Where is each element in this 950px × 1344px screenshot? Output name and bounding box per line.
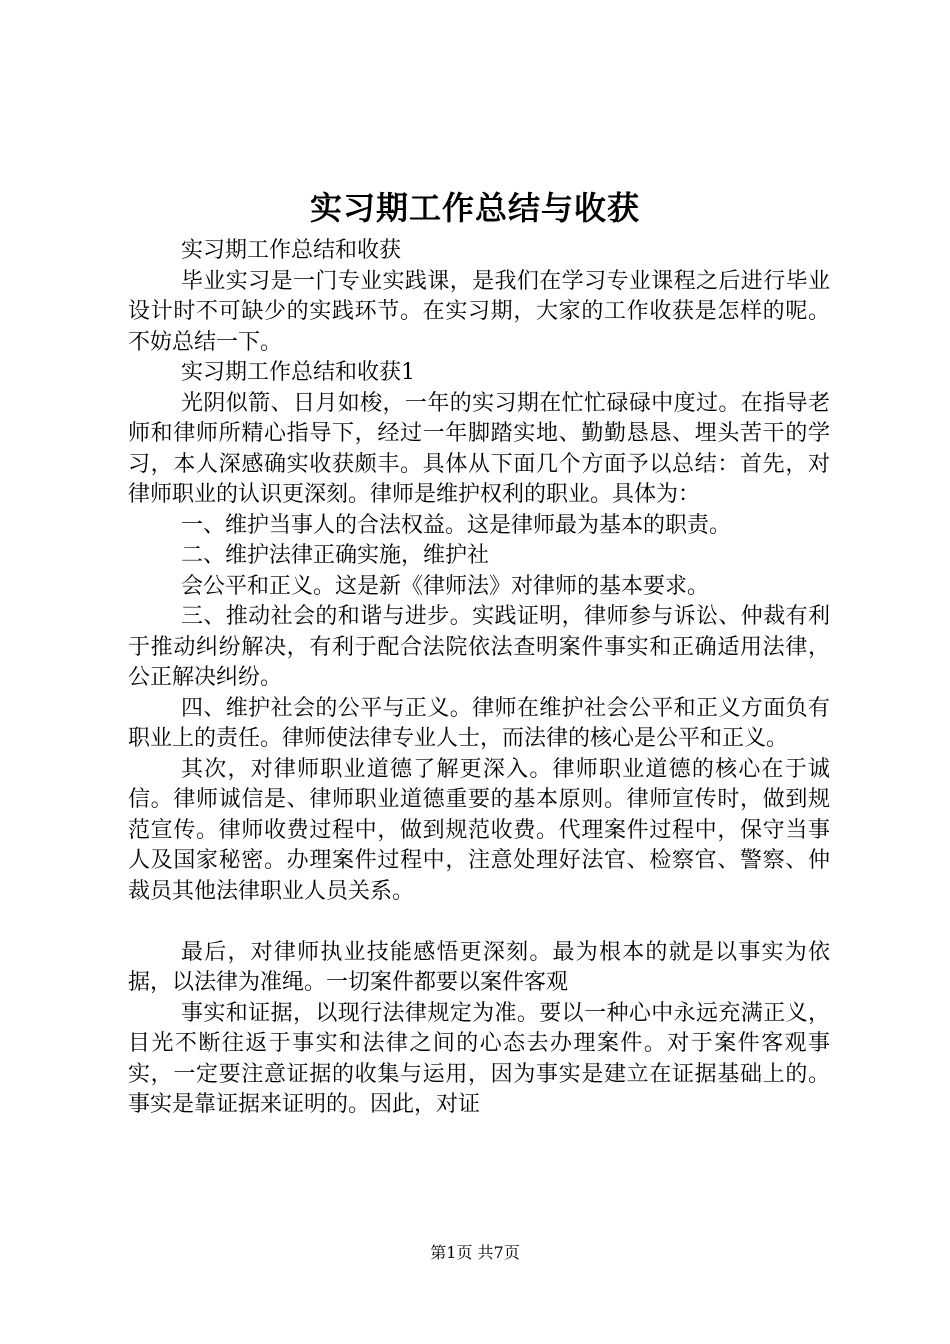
- paragraph-facts: 事实和证据，以现行法律规定为准。要以一种心中永远充满正义，目光不断往返于事实和法律之间的心态去办理案件。对于案件客观事实，一定要注意证据的收集与运用，因为事实是建立在证据基础上的。事实是靠证据来证明的。因此，对证: [128, 1000, 830, 1117]
- document-body: [128, 236, 830, 1121]
- paragraph-overview: 光阴似箭、日月如梭，一年的实习期在忙忙碌碌中度过。在指导老师和律师所精心指导下，经过一年脚踏实地、勤勤恳恳、埋头苦干的学习，本人深感确实收获颇丰。具体从下面几个方面予以总结：首先，对律师职业的认识更深刻。律师是维护权利的职业。具体为：: [128, 390, 830, 507]
- paragraph-point-2-cont: 会公平和正义。这是新《律师法》对律师的基本要求。: [181, 573, 710, 599]
- paragraph-subtitle: 实习期工作总结和收获: [181, 238, 402, 263]
- paragraph-intro: 毕业实习是一门专业实践课，是我们在学习专业课程之后进行毕业设计时不可缺少的实践环节。在实习期，大家的工作收获是怎样的呢。不妨总结一下。: [128, 268, 830, 355]
- paragraph-point-4: 四、维护社会的公平与正义。律师在维护社会公平和正义方面负有职业上的责任。律师使法律专业人士，而法律的核心是公平和正义。: [128, 695, 830, 751]
- page-footer: 第1页 共7页: [430, 1243, 520, 1262]
- paragraph-point-1: 一、维护当事人的合法权益。这是律师最为基本的职责。: [181, 512, 732, 538]
- paragraph-skills: 最后，对律师执业技能感悟更深刻。最为根本的就是以事实为依据，以法律为准绳。一切案件都要以案件客观: [128, 939, 830, 995]
- paragraph-ethics: 其次，对律师职业道德了解更深入。律师职业道德的核心在于诚信。律师诚信是、律师职业道德重要的基本原则。律师宣传时，做到规范宣传。律师收费过程中，做到规范收费。代理案件过程中，保守当事人及国家秘密。办理案件过程中，注意处理好法官、检察官、警察、仲裁员其他法律职业人员关系。: [128, 756, 830, 904]
- paragraph-point-3: 三、推动社会的和谐与进步。实践证明，律师参与诉讼、仲裁有利于推动纠纷解决，有利于配合法院依法查明案件事实和正确适用法律，公正解决纠纷。: [128, 604, 830, 690]
- paragraph-heading-1: 实习期工作总结和收获1: [181, 360, 415, 385]
- paragraph-point-2: 二、维护法律正确实施，维护社: [181, 543, 490, 568]
- document-title: 实习期工作总结与收获: [309, 189, 640, 227]
